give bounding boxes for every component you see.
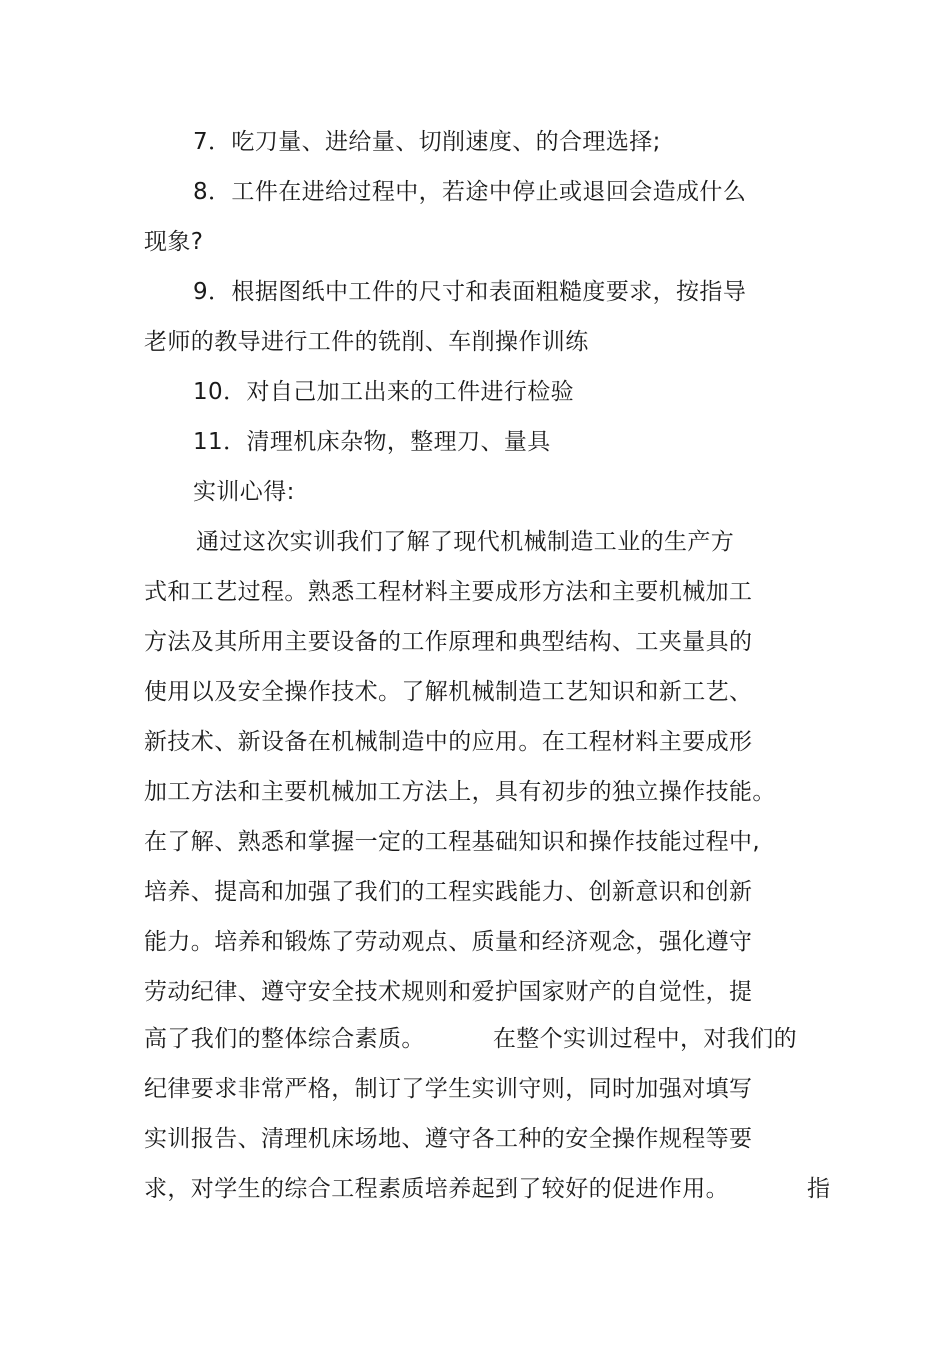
- paragraph-line: 通过这次实训我们了解了现代机械制造工业的生产方: [196, 529, 735, 555]
- section-heading: 实训心得:: [193, 479, 295, 505]
- list-item-9: 9．根据图纸中工件的尺寸和表面粗糙度要求，按指导: [193, 279, 747, 305]
- paragraph-line: 加工方法和主要机械加工方法上，具有初步的独立操作技能。: [144, 779, 776, 805]
- paragraph-line: 培养、提高和加强了我们的工程实践能力、创新意识和创新: [144, 879, 753, 905]
- list-item-9-continuation: 老师的教导进行工件的铣削、车削操作训练: [144, 329, 589, 355]
- paragraph-line: 使用以及安全操作技术。了解机械制造工艺知识和新工艺、: [144, 679, 753, 705]
- paragraph-line-split: [144, 1174, 830, 1204]
- paragraph-text-right: 指: [807, 1176, 831, 1202]
- paragraph-text-left: 求，对学生的综合工程素质培养起到了较好的促进作用。: [144, 1176, 729, 1202]
- paragraph-line: 新技术、新设备在机械制造中的应用。在工程材料主要成形: [144, 729, 753, 755]
- list-item-11: 11．清理机床杂物，整理刀、量具: [193, 429, 551, 455]
- list-item-7: 7．吃刀量、进给量、切削速度、的合理选择;: [193, 129, 661, 155]
- paragraph-line: 在了解、熟悉和掌握一定的工程基础知识和操作技能过程中,: [144, 829, 761, 855]
- paragraph-line: 实训报告、清理机床场地、遵守各工种的安全操作规程等要: [144, 1126, 753, 1152]
- paragraph-line: 劳动纪律、遵守安全技术规则和爱护国家财产的自觉性，提: [144, 979, 753, 1005]
- paragraph-text-right: 在整个实训过程中，对我们的: [492, 1026, 798, 1052]
- paragraph-line: 纪律要求非常严格，制订了学生实训守则，同时加强对填写: [144, 1076, 753, 1102]
- paragraph-text-left: 高了我们的整体综合素质。: [144, 1026, 425, 1052]
- list-item-8: 8．工件在进给过程中，若途中停止或退回会造成什么: [193, 179, 747, 205]
- paragraph-line-split: [144, 1024, 797, 1054]
- paragraph-line: 式和工艺过程。熟悉工程材料主要成形方法和主要机械加工: [144, 579, 753, 605]
- list-item-8-continuation: 现象?: [144, 229, 204, 255]
- list-item-10: 10．对自己加工出来的工件进行检验: [193, 379, 575, 405]
- paragraph-line: 方法及其所用主要设备的工作原理和典型结构、工夹量具的: [144, 629, 753, 655]
- paragraph-line: 能力。培养和锻炼了劳动观点、质量和经济观念，强化遵守: [144, 929, 753, 955]
